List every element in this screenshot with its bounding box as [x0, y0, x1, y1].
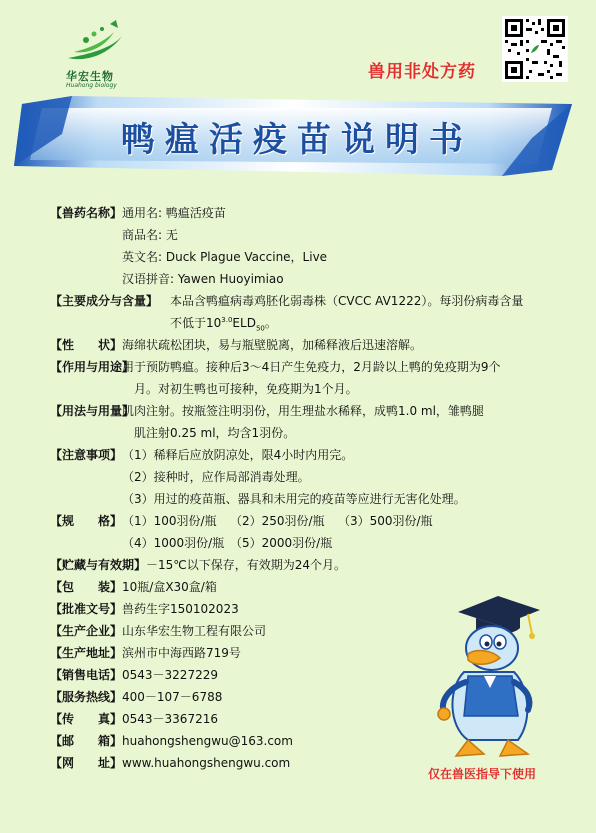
precautions-row: [50, 444, 570, 466]
company-logo: [64, 18, 144, 90]
precautions-row-3: [50, 488, 570, 510]
dosage-label: 【用法与用量】: [50, 404, 135, 418]
precaution-item: （2）接种时，应作局部消毒处理。: [122, 470, 310, 484]
sales-tel-number: 0543－3227229: [122, 668, 218, 682]
approval-label: 【批准文号】: [50, 602, 123, 616]
composition-line1: 本品含鸭瘟病毒鸡胚化弱毒株（CVCC AV1222）。每羽份病毒含量: [170, 294, 524, 308]
drug-name-label: 【兽药名称】: [50, 206, 123, 220]
fax-number: 0543－3367216: [122, 712, 218, 726]
usage-line2: 月。对初生鸭也可接种，免疫期为1个月。: [134, 382, 358, 396]
composition-row-2: [50, 312, 570, 334]
specs-label: 【规 格】: [50, 514, 123, 528]
specs-row-2: [50, 532, 570, 554]
spec-item: （1）100羽份/瓶: [122, 514, 217, 528]
storage-text: －15℃以下保存，有效期为24个月。: [146, 558, 347, 572]
document-title: 鸭瘟活疫苗说明书: [121, 120, 473, 160]
package-label: 【包 装】: [50, 580, 123, 594]
trade-name-row: [50, 224, 570, 246]
fax-label: 【传 真】: [50, 712, 123, 726]
spec-item: （2）250羽份/瓶: [230, 514, 325, 528]
email-address: huahongshengwu@163.com: [122, 734, 293, 748]
composition-line2: 不低于$10^{3.0}ELD_{50}$。: [170, 316, 277, 333]
address-label: 【生产地址】: [50, 646, 123, 660]
composition-row: [50, 290, 570, 312]
approval-number: 兽药生字150102023: [122, 602, 239, 616]
pinyin-name-row: [50, 268, 570, 290]
veterinary-guidance-note: 仅在兽医指导下使用: [428, 767, 537, 781]
precautions-label: 【注意事项】: [50, 448, 123, 462]
logo-english-text: Huahong biology: [66, 82, 117, 89]
precautions-row-2: [50, 466, 570, 488]
title-banner: [12, 94, 582, 178]
trade-name: 商品名: 无: [122, 228, 178, 242]
usage-label: 【作用与用途】: [50, 360, 135, 374]
hotline-number: 400－107－6788: [122, 690, 223, 704]
qr-code-icon: [502, 16, 568, 82]
package-text: 10瓶/盒X30盒/箱: [122, 580, 217, 594]
precaution-item: （3）用过的疫苗瓶、器具和未用完的疫苗等应进行无害化处理。: [122, 492, 466, 506]
spec-list: [122, 510, 446, 532]
otc-veterinary-label: 兽用非处方药: [368, 62, 476, 82]
spec-item: （4）1000羽份/瓶: [122, 536, 225, 550]
dosage-line1: 肌肉注射。按瓶签注明羽份，用生理盐水稀释，成鸭1.0 ml，雏鸭腿: [122, 404, 484, 418]
leaf-logo-icon: [64, 18, 134, 66]
english-name-row: [50, 246, 570, 268]
address-text: 滨州市中海西路719号: [122, 646, 241, 660]
usage-row-2: [50, 378, 570, 400]
spec-item: （5）2000羽份/瓶: [230, 536, 333, 550]
spec-item: （3）500羽份/瓶: [338, 514, 433, 528]
properties-label: 【性 状】: [50, 338, 123, 352]
usage-line1: 用于预防鸭瘟。接种后3～4日产生免疫力，2月龄以上鸭的免疫期为9个: [122, 360, 501, 374]
duck-mascot-icon: [428, 590, 546, 760]
manufacturer-name: 山东华宏生物工程有限公司: [122, 624, 267, 638]
dosage-row-2: [50, 422, 570, 444]
website-url: www.huahongshengwu.com: [122, 756, 291, 770]
usage-row: [50, 356, 570, 378]
precaution-item: （1）稀释后应放阴凉处，限4小时内用完。: [122, 448, 354, 462]
pinyin-name: 汉语拼音: Yawen Huoyimiao: [122, 272, 284, 286]
dosage-row: [50, 400, 570, 422]
dosage-line2: 肌注射0.25 ml，均含1羽份。: [134, 426, 296, 440]
drug-name-row: [50, 202, 570, 224]
spec-list: [122, 532, 338, 554]
properties-text: 海绵状疏松团块，易与瓶壁脱离，加稀释液后迅速溶解。: [122, 338, 423, 352]
logo-chinese-text: 华宏生物: [66, 70, 114, 83]
hotline-label: 【服务热线】: [50, 690, 123, 704]
sales-tel-label: 【销售电话】: [50, 668, 123, 682]
storage-label: 【贮藏与有效期】: [50, 558, 147, 572]
english-name: 英文名: Duck Plague Vaccine，Live: [122, 250, 328, 264]
email-label: 【邮 箱】: [50, 734, 123, 748]
properties-row: [50, 334, 570, 356]
specs-row: [50, 510, 570, 532]
website-label: 【网 址】: [50, 756, 123, 770]
composition-label: 【主要成分与含量】: [50, 294, 159, 308]
manufacturer-label: 【生产企业】: [50, 624, 123, 638]
generic-name: 通用名: 鸭瘟活疫苗: [122, 206, 226, 220]
storage-row: [50, 554, 570, 576]
